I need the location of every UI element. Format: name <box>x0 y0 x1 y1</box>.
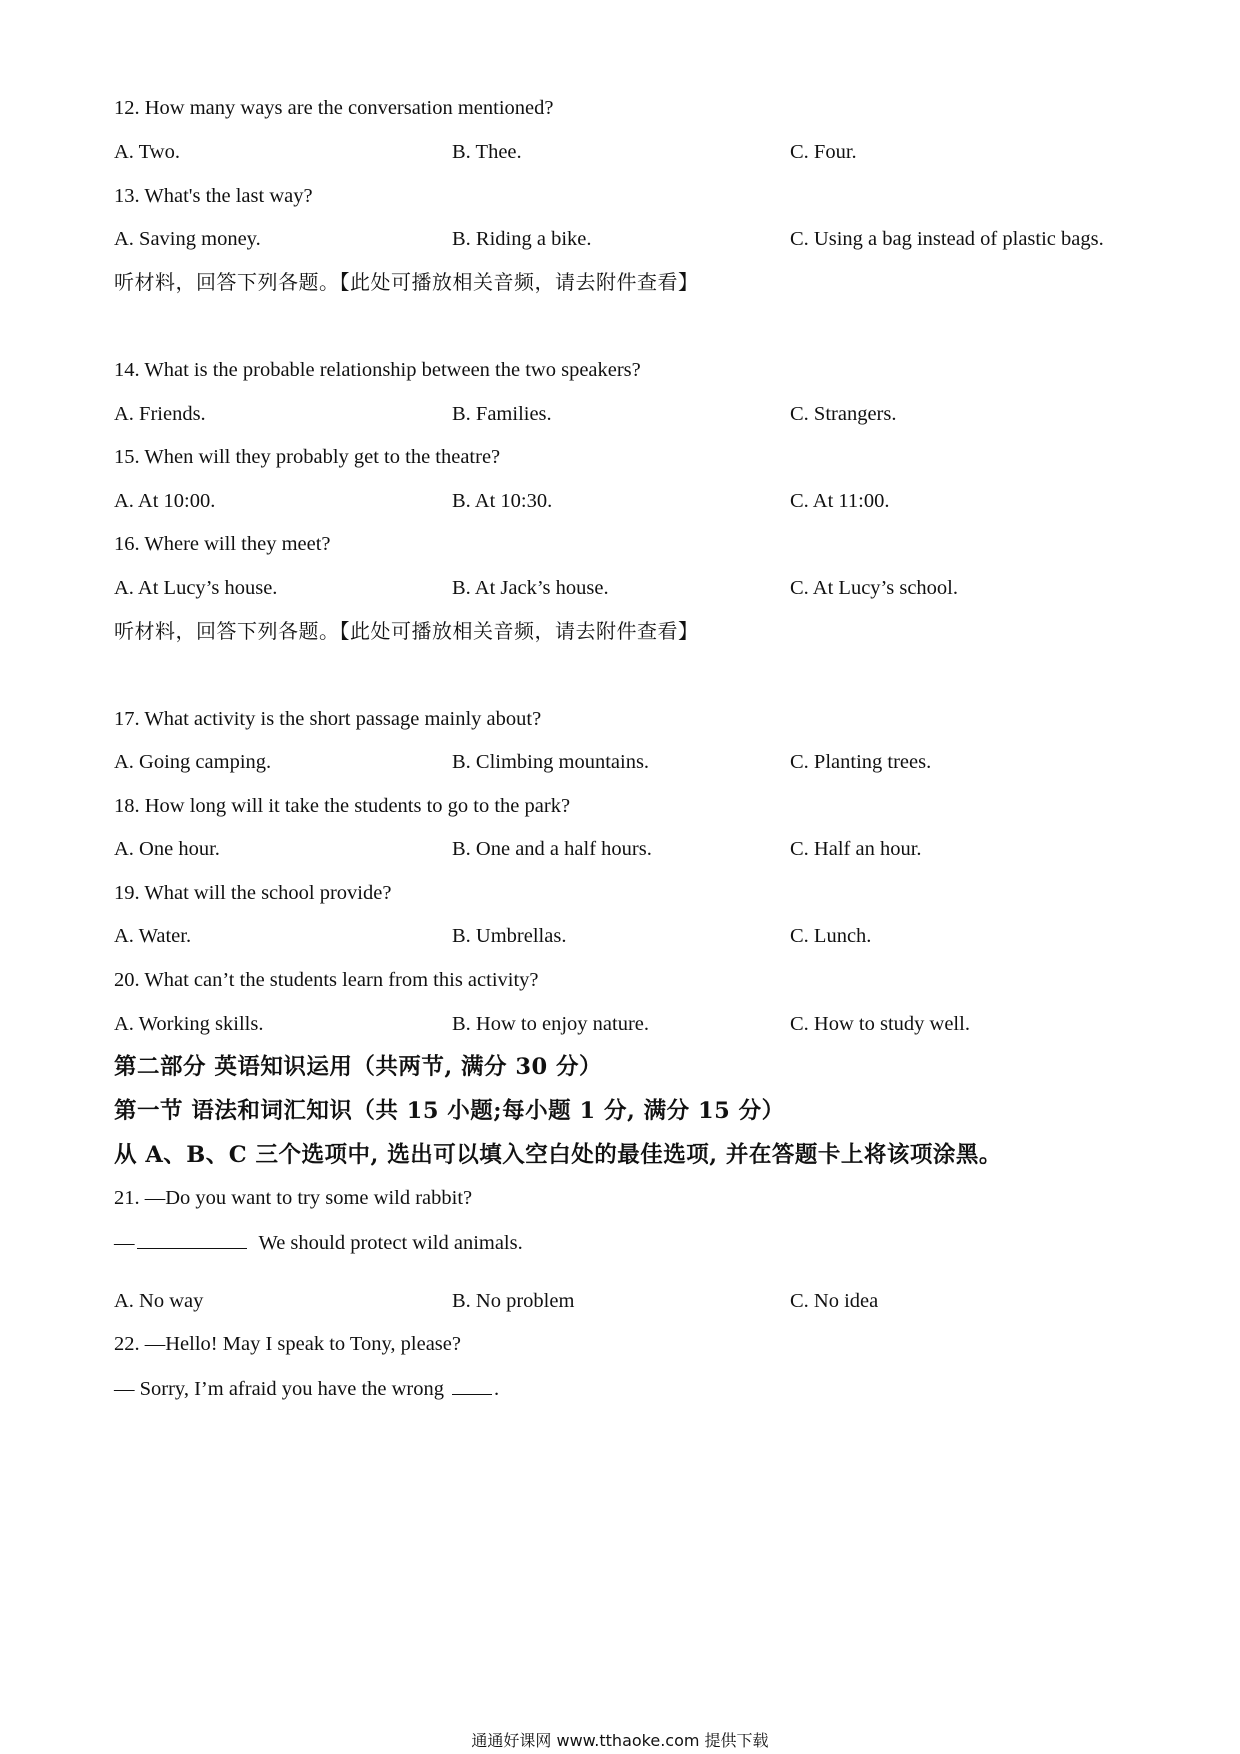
reply-end: . <box>494 1378 500 1400</box>
option-a: A. Working skills. <box>114 1013 264 1035</box>
option-b: B. Climbing mountains. <box>452 751 650 773</box>
option-c: C. Strangers. <box>790 403 897 425</box>
option-b: B. Riding a bike. <box>452 228 592 250</box>
option-a: A. At 10:00. <box>114 490 216 512</box>
reply-text: — Sorry, I’m afraid you have the wrong <box>114 1378 444 1400</box>
question-13: 13. What's the last way? <box>114 185 313 207</box>
options-19 <box>0 922 1240 950</box>
section1-heading: 第一节 语法和词汇知识（共 15 小题;每小题 1 分, 满分 15 分） <box>114 1098 785 1124</box>
question-15: 15. When will they probably get to the theatre? <box>114 446 501 468</box>
instruction: 从 A、B、C 三个选项中, 选出可以填入空白处的最佳选项, 并在答题卡上将该项涂黑。 <box>114 1142 1002 1168</box>
option-c: C. Four. <box>790 141 857 163</box>
part2-heading: 第二部分 英语知识运用（共两节, 满分 30 分） <box>114 1054 602 1080</box>
question-18: 18. How long will it take the students to go to the park? <box>114 795 571 817</box>
option-b: B. No problem <box>452 1290 575 1312</box>
dash: — <box>114 1232 135 1254</box>
option-c: C. At Lucy’s school. <box>790 577 958 599</box>
question-17: 17. What activity is the short passage mainly about? <box>114 708 542 730</box>
question-22-reply <box>114 1374 499 1403</box>
option-c: C. Lunch. <box>790 925 872 947</box>
answer-blank <box>137 1228 247 1249</box>
question-22: 22. —Hello! May I speak to Tony, please? <box>114 1333 461 1355</box>
question-20: 20. What can’t the students learn from this activity? <box>114 969 539 991</box>
option-c: C. Planting trees. <box>790 751 932 773</box>
option-b: B. At Jack’s house. <box>452 577 609 599</box>
listening-note: 听材料，回答下列各题。【此处可播放相关音频，请去附件查看】 <box>114 619 699 643</box>
options-18 <box>0 835 1240 863</box>
question-14: 14. What is the probable relationship between the two speakers? <box>114 359 641 381</box>
option-a: A. Water. <box>114 925 192 947</box>
listening-note: 听材料，回答下列各题。【此处可播放相关音频，请去附件查看】 <box>114 270 699 294</box>
options-12 <box>0 138 1240 166</box>
question-21: 21. —Do you want to try some wild rabbit? <box>114 1187 473 1209</box>
reply-text: We should protect wild animals. <box>258 1232 523 1254</box>
option-b: B. How to enjoy nature. <box>452 1013 649 1035</box>
options-21 <box>0 1287 1240 1315</box>
question-19: 19. What will the school provide? <box>114 882 392 904</box>
option-a: A. At Lucy’s house. <box>114 577 278 599</box>
option-a: A. Friends. <box>114 403 206 425</box>
option-a: A. Two. <box>114 141 180 163</box>
option-b: B. One and a half hours. <box>452 838 652 860</box>
option-c: C. Using a bag instead of plastic bags. <box>790 228 1104 250</box>
option-b: B. Thee. <box>452 141 522 163</box>
answer-blank <box>452 1374 492 1395</box>
question-12: 12. How many ways are the conversation mentioned? <box>114 97 554 119</box>
option-b: B. Families. <box>452 403 552 425</box>
option-a: A. Saving money. <box>114 228 261 250</box>
footer-watermark: 通通好课网 www.tthaoke.com 提供下载 <box>471 1731 769 1750</box>
options-20 <box>0 1010 1240 1038</box>
option-c: C. No idea <box>790 1290 879 1312</box>
options-17 <box>0 748 1240 776</box>
options-14 <box>0 400 1240 428</box>
option-a: A. No way <box>114 1290 204 1312</box>
option-a: A. One hour. <box>114 838 220 860</box>
question-21-reply <box>114 1228 523 1257</box>
option-b: B. Umbrellas. <box>452 925 567 947</box>
option-c: C. At 11:00. <box>790 490 890 512</box>
option-c: C. Half an hour. <box>790 838 922 860</box>
options-13 <box>0 225 1240 253</box>
options-15 <box>0 487 1240 515</box>
option-a: A. Going camping. <box>114 751 272 773</box>
option-c: C. How to study well. <box>790 1013 970 1035</box>
options-16 <box>0 574 1240 602</box>
option-b: B. At 10:30. <box>452 490 553 512</box>
question-16: 16. Where will they meet? <box>114 533 331 555</box>
